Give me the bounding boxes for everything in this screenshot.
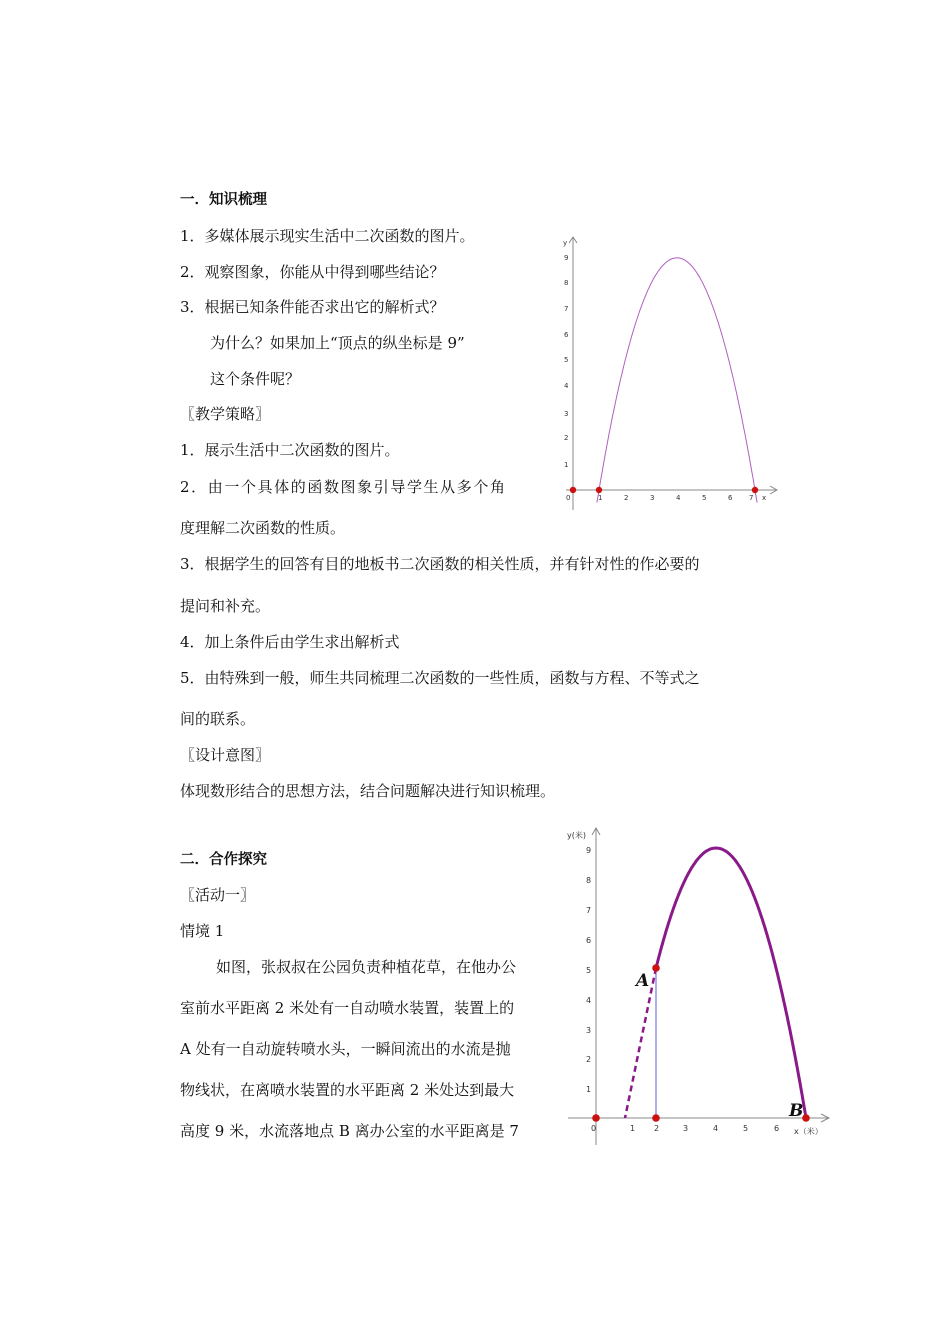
text-line: 为什么？如果加上“顶点的纵坐标是 9”: [210, 334, 465, 352]
y-tick-label: 4: [564, 382, 569, 390]
y-tick-label: 7: [564, 305, 569, 313]
label-a: A: [636, 971, 650, 991]
design-heading: 〖设计意图〗: [180, 746, 271, 764]
y-tick-label: 8: [586, 876, 592, 885]
y-tick-label: 6: [564, 331, 569, 339]
strategy-heading: 〖教学策略〗: [180, 405, 271, 423]
y-tick-label: 5: [586, 966, 592, 975]
y-tick-label: 2: [564, 434, 569, 442]
x-tick-label: 1: [630, 1124, 636, 1133]
text-line: 2．由一个具体的函数图象引导学生从多个角: [180, 478, 507, 496]
text-line: 这个条件呢？: [210, 370, 301, 388]
x-tick-label: 4: [713, 1124, 719, 1133]
text-line: 室前水平距离 2 米处有一自动喷水装置，装置上的: [180, 999, 515, 1017]
y-tick-label: 1: [564, 461, 569, 469]
text-line: 3．根据已知条件能否求出它的解析式？: [180, 298, 445, 316]
section-heading-1: 一．知识梳理: [180, 192, 267, 208]
y-tick-label: 6: [586, 936, 592, 945]
text-line: 4．加上条件后由学生求出解析式: [180, 633, 400, 651]
text-line: 1．展示生活中二次函数的图片。: [180, 441, 400, 459]
label-b: B: [789, 1101, 804, 1121]
text-line: 间的联系。: [180, 710, 256, 728]
origin-point: [592, 1114, 600, 1122]
y-tick-label: 2: [586, 1055, 592, 1064]
x-tick-label: 1: [598, 494, 603, 502]
y-tick-label: 9: [586, 846, 592, 855]
y-axis-label: y: [563, 239, 568, 247]
x-tick-label: 3: [650, 494, 655, 502]
text-line: 2．观察图象，你能从中得到哪些结论？: [180, 263, 445, 281]
text-line: 3．根据学生的回答有目的地板书二次函数的相关性质，并有针对性的作必要的: [180, 555, 700, 573]
x-tick-label: 3: [683, 1124, 689, 1133]
y-tick-label: 7: [586, 906, 592, 915]
y-tick-label: 3: [586, 1026, 592, 1035]
x-tick-label: 0: [566, 494, 571, 502]
x-tick-label: 5: [743, 1124, 749, 1133]
point-a: [652, 964, 660, 972]
text-line: 1．多媒体展示现实生活中二次函数的图片。: [180, 227, 475, 245]
x-tick-label: 0: [591, 1124, 597, 1133]
x-tick-label: 2: [654, 1124, 660, 1133]
section-heading-2: 二．合作探究: [180, 852, 267, 868]
situation-label: 情境 1: [180, 922, 225, 940]
water-stream-curve: [656, 848, 806, 1118]
text-line: 物线状，在离喷水装置的水平距离 2 米处达到最大: [180, 1081, 515, 1099]
text-line: A 处有一自动旋转喷水头，一瞬间流出的水流是抛: [180, 1040, 511, 1058]
x-tick-label: 5: [702, 494, 707, 502]
text-line: 如图，张叔叔在公园负责种植花草，在他办公: [216, 958, 517, 976]
y-axis-label: y(米): [567, 831, 586, 840]
text-line: 5．由特殊到一般，师生共同梳理二次函数的一些性质，函数与方程、不等式之: [180, 669, 700, 687]
y-tick-label: 3: [564, 410, 569, 418]
x-tick-label: 4: [676, 494, 681, 502]
text-line: 体现数形结合的思想方法，结合问题解决进行知识梳理。: [180, 782, 556, 800]
x-tick-label: 2: [624, 494, 629, 502]
text-line: 提问和补充。: [180, 597, 271, 615]
y-tick-label: 4: [586, 996, 592, 1005]
x-axis-label: x: [762, 494, 767, 502]
activity-heading: 〖活动一〗: [180, 886, 256, 904]
x-tick-label: 6: [728, 494, 733, 502]
y-tick-label: 5: [564, 356, 569, 364]
sprinkler-base-point: [652, 1114, 660, 1122]
text-line: 度理解二次函数的性质。: [180, 519, 346, 537]
x-axis-label: x（米）: [794, 1127, 823, 1136]
x-tick-label: 6: [774, 1124, 780, 1133]
x-tick-label: 7: [749, 494, 754, 502]
y-tick-label: 9: [564, 254, 569, 262]
y-tick-label: 1: [586, 1085, 592, 1094]
y-tick-label: 8: [564, 279, 569, 287]
text-line: 高度 9 米，水流落地点 B 离办公室的水平距离是 7: [180, 1122, 519, 1140]
